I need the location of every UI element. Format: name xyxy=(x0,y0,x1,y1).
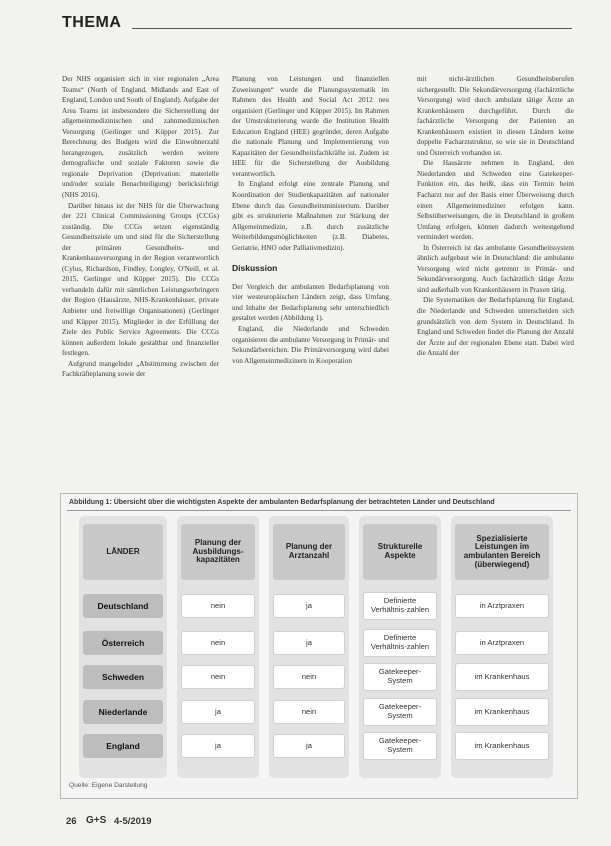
value-cell: ja xyxy=(181,734,255,758)
paragraph: Der Vergleich der ambulanten Bedarfsplanung von vier westeuropäischen Ländern zeigt, dass Umfang und Inhalte der Bedarfsplanung sehr unterschiedlich gestaltet werden (Abbildung 1). xyxy=(232,282,389,323)
paragraph: In Österreich ist das ambulante Gesundheitssystem ähnlich aufgebaut wie in Deutschland: die ambulante Versorgung wird nicht getrennt in Primär- und Sekundärversorgung. Auch fachärztlich tätige Ärzte sind außerhalb von Krankenhäusern in Praxen tätig. xyxy=(417,243,574,294)
value-cell: Gatekeeper-System xyxy=(363,732,437,760)
value-cell: Definierte Verhältnis-zahlen xyxy=(363,592,437,620)
text-column-2 xyxy=(232,74,389,486)
value-cell: nein xyxy=(273,665,345,689)
paragraph: Darüber hinaus ist der NHS für die Überwachung der 221 Clinical Commissioning Groups (CCGs) zuständig. Die CCGs setzen eigenständig Gesundheitsziele um und sind für die Sicherstellung der primären Gesundheits- und Krankenhausversorgung in der Region verantwortlich (Cylus, Richardson, Findley, Longley, O'Neill, et al. 2015, Gerlinger und Küpper 2015). Die CCGs verhandeln dafür mit sämtlichen Leistungserbringern der Region (Hausärzte, NHS-Krankenhäuser, private Anbieter und freiwillige Organisationen) (Gerlinger und Küpper 2015). Mitglieder in der Erfüllung der Ziele des Public Service Agreements. Die CCGs können außerdem lokale gestaltbar und finanzieller festlegen. xyxy=(62,201,219,358)
value-cell: Gatekeeper-System xyxy=(363,663,437,691)
section-title: THEMA xyxy=(62,14,122,31)
paragraph: England, die Niederlande und Schweden organisieren die ambulante Versorgung in Primär- und Sekundärbereichen. Die Primärversorgung wird dabei von Allgemeinmedizinern in Kooperation xyxy=(232,325,389,365)
value-cell: im Krankenhaus xyxy=(455,732,549,760)
value-cell: ja xyxy=(181,700,255,724)
value-cell: Definierte Verhältnis-zahlen xyxy=(363,629,437,657)
header-strukturell: Strukturelle Aspekte xyxy=(363,524,437,580)
section-heading: Diskussion xyxy=(232,263,278,274)
value-cell: nein xyxy=(181,665,255,689)
magazine-name: G+S xyxy=(86,815,107,826)
value-cell: ja xyxy=(273,594,345,618)
value-cell: in Arztpraxen xyxy=(455,594,549,618)
figure-title: Abbildung 1: Übersicht über die wichtigsten Aspekte der ambulanten Bedarfsplanung der betrachteten Länder und Deutschland xyxy=(69,499,495,506)
header-arztanzahl: Planung der Arztanzahl xyxy=(273,524,345,580)
value-cell: nein xyxy=(181,594,255,618)
paragraph: Planung von Leistungen und finanziellen Zuweisungen“ wurde die Planungssystematik im Rahmen des Health and Social Act 2012 neu organisiert (Gerlinger und Küpper 2015). Im Rahmen der Umstrukturierung wurde die Institution Health Education England (HEE) gegründet, deren Aufgabe die nationale Planung und Implementierung von Kapazitäten der Gesundheitsfachkräfte ist. Zudem ist HEE für die Sicherstellung der Ausbildung verantwortlich. xyxy=(232,75,389,178)
text-column-3 xyxy=(417,74,574,486)
value-cell: ja xyxy=(273,631,345,655)
value-cell: nein xyxy=(273,700,345,724)
value-cell: in Arztpraxen xyxy=(455,631,549,655)
header-spezialisiert: Spezialisierte Leistungen im ambulanten Bereich (überwiegend) xyxy=(455,524,549,580)
issue-number: 4-5/2019 xyxy=(114,816,152,827)
header-laender: LÄNDER xyxy=(83,524,163,580)
country-cell: Niederlande xyxy=(83,700,163,724)
header-ausbildung: Planung der Ausbildungs-kapazitäten xyxy=(181,524,255,580)
header-rule xyxy=(132,28,572,29)
page-number: 26 xyxy=(66,816,77,827)
paragraph: Die Systematiken der Bedarfsplanung für England, die Niederlande und Schweden unterscheiden sich grundsätzlich von dem System in Deutschland. In England und Schweden findet die Planung der Anzahl der Ärzte auf der regionalen Ebene statt. Dabei wird die Anzahl der xyxy=(417,296,574,358)
value-cell: im Krankenhaus xyxy=(455,698,549,726)
figure-box xyxy=(60,493,578,799)
country-cell: England xyxy=(83,734,163,758)
value-cell: Gatekeeper-System xyxy=(363,698,437,726)
value-cell: im Krankenhaus xyxy=(455,663,549,691)
paragraph: In England erfolgt eine zentrale Planung und Koordination der Studienkapazitäten auf nationaler Ebene durch das Gesundheitsministerium. Darüber gibt es strukturierte Maßnahmen zur Stärkung der Allgemeinmedizin, z.B. durch zusätzliche Weiterbildungsmöglichkeiten (z.B. Diabetes, Geriatrie, HNO oder Palliativmedizin). xyxy=(232,180,389,252)
paragraph: mit nicht-ärztlichen Gesundheitsberufen sichergestellt. Die Sekundärversorgung (fachärztliche Versorgung) wird durch ambulant tätige Ärzte an Krankenhäusern durchgeführt. Durch die fachärztliche Versorgung der Patienten an Krankenhäusern existiert in diesen Ländern keine doppelte Facharztstruktur, so wie sie in Deutschland und Österreich vorhanden ist. xyxy=(417,75,574,157)
text-column-1 xyxy=(62,74,219,486)
paragraph: Aufgrund mangelnder „Abstimmung zwischen der Fachkräfteplanung sowie der xyxy=(62,359,219,379)
figure-rule xyxy=(67,510,571,511)
country-cell: Schweden xyxy=(83,665,163,689)
value-cell: ja xyxy=(273,734,345,758)
value-cell: nein xyxy=(181,631,255,655)
country-cell: Deutschland xyxy=(83,594,163,618)
paragraph: Die Hausärzte nehmen in England, den Niederlanden und Schweden eine Gatekeeper-Funktion ein, das heißt, dass ein Termin beim Facharzt nur auf der Basis einer Überweisung durch einen Allgemeinmediziner erfolgen kann. Selbstüberweisungen, die in Deutschland in großem Umfang erfolgen, können dadurch weitestgehend vermindert werden. xyxy=(417,159,574,242)
paragraph: Der NHS organisiert sich in vier regionalen „Area Teams“ (North of England, Midlands and East of England, London und South of England). Aufgabe der Area Teams ist insbesondere die Sicherstellung der allgemeinmedizinischen und zahnmedizinischen Versorgung (Gerlinger und Küpper 2015). Zur Berechnung des Budgets wird die Einwohnerzahl herangezogen, zusätzlich werden weitere demografische und soziale Faktoren sowie die regionale Deprivation (Deprivation: materielle und/oder soziale Benachteiligung) berücksichtigt (NHS 2016). xyxy=(62,75,219,200)
country-cell: Österreich xyxy=(83,631,163,655)
figure-source: Quelle: Eigene Darstellung xyxy=(69,782,148,789)
